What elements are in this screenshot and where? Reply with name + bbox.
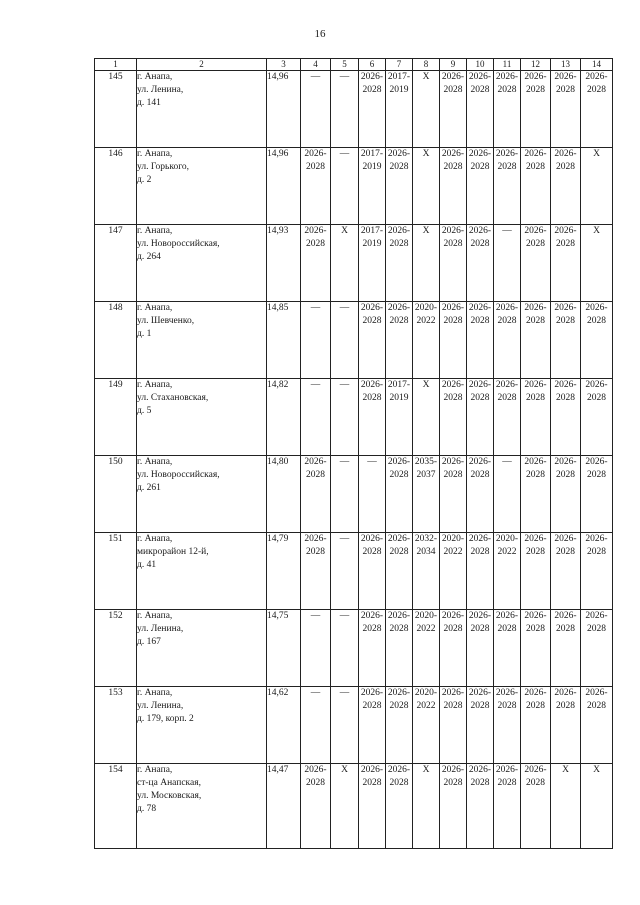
row-number: 145 [95,71,137,148]
period-cell: 2026-2028 [581,533,613,610]
period-cell: 2026-2028 [581,687,613,764]
period-cell: 2026-2028 [494,148,521,225]
period-cell: 2017-2019 [386,71,413,148]
period-cell: 2026-2028 [521,302,551,379]
period-cell: 2026-2028 [494,302,521,379]
address-line: г. Анапа, [137,149,173,159]
period-cell: 2026-2028 [551,456,581,533]
row-number: 149 [95,379,137,456]
address-cell [137,764,267,849]
period-cell: — [331,71,359,148]
period-cell: — [301,687,331,764]
period-cell: X [331,764,359,849]
address-line: ул. Ленина, [137,85,184,95]
address-line: г. Анапа, [137,303,173,313]
address-cell [137,225,267,302]
address-line: д. 141 [137,98,161,108]
address-line: ул. Ленина, [137,624,184,634]
area-cell: 14,85 [267,302,301,379]
area-cell: 14,75 [267,610,301,687]
period-cell: 2026-2028 [494,71,521,148]
table-row [95,379,613,456]
row-number: 146 [95,148,137,225]
address-cell [137,302,267,379]
address-line: ул. Новороссийская, [137,239,220,249]
table-row [95,148,613,225]
period-cell: 2026-2028 [386,687,413,764]
period-cell: 2026-2028 [581,456,613,533]
period-cell: 2026-2028 [467,302,494,379]
period-cell: 2026-2028 [521,610,551,687]
period-cell: 2026-2028 [301,225,331,302]
period-cell: 2026-2028 [494,687,521,764]
period-cell: 2026-2028 [521,379,551,456]
period-cell: 2026-2028 [440,687,467,764]
address-line: д. 2 [137,175,152,185]
column-header: 10 [467,59,494,71]
table-row [95,456,613,533]
column-header: 4 [301,59,331,71]
period-cell: 2026-2028 [301,456,331,533]
address-line: ул. Новороссийская, [137,470,220,480]
period-cell: 2026-2028 [467,379,494,456]
address-line: д. 167 [137,637,161,647]
period-cell: X [413,71,440,148]
period-cell: X [581,764,613,849]
period-cell: 2026-2028 [551,71,581,148]
column-header: 8 [413,59,440,71]
period-cell: 2026-2028 [301,148,331,225]
period-cell: 2026-2028 [494,764,521,849]
period-cell: 2026-2028 [440,148,467,225]
period-cell: 2035-2037 [413,456,440,533]
column-header: 11 [494,59,521,71]
address-line: д. 261 [137,483,161,493]
period-cell: 2017-2019 [359,148,386,225]
period-cell: — [301,71,331,148]
address-line: д. 5 [137,406,152,416]
table-row [95,71,613,148]
period-cell: 2026-2028 [359,379,386,456]
address-line: г. Анапа, [137,688,173,698]
column-header: 3 [267,59,301,71]
period-cell: 2020-2022 [413,687,440,764]
period-cell: 2026-2028 [521,456,551,533]
row-number: 148 [95,302,137,379]
row-number: 147 [95,225,137,302]
period-cell: 2026-2028 [551,687,581,764]
area-cell: 14,82 [267,379,301,456]
period-cell: — [331,687,359,764]
period-cell: 2026-2028 [467,764,494,849]
data-table [94,58,613,849]
address-line: г. Анапа, [137,534,173,544]
period-cell: X [581,148,613,225]
area-cell: 14,80 [267,456,301,533]
period-cell: 2026-2028 [386,225,413,302]
period-cell: 2026-2028 [551,302,581,379]
address-line: д. 1 [137,329,152,339]
area-cell: 14,47 [267,764,301,849]
period-cell: X [331,225,359,302]
period-cell: 2026-2028 [440,225,467,302]
period-cell: 2026-2028 [551,610,581,687]
period-cell: 2026-2028 [359,764,386,849]
period-cell: 2026-2028 [440,71,467,148]
address-line: микрорайон 12-й, [137,547,209,557]
table-row [95,687,613,764]
period-cell: — [494,456,521,533]
address-line: г. Анапа, [137,380,173,390]
address-line: ул. Московская, [137,791,202,801]
address-line: г. Анапа, [137,72,173,82]
period-cell: 2026-2028 [440,610,467,687]
period-cell: 2026-2028 [467,148,494,225]
period-cell: 2020-2022 [494,533,521,610]
column-header: 12 [521,59,551,71]
period-cell: 2017-2019 [359,225,386,302]
address-cell [137,610,267,687]
address-line: г. Анапа, [137,226,173,236]
period-cell: — [331,610,359,687]
period-cell: — [331,533,359,610]
period-cell: 2026-2028 [386,456,413,533]
column-header: 13 [551,59,581,71]
period-cell: — [331,148,359,225]
column-header: 14 [581,59,613,71]
period-cell: 2026-2028 [386,764,413,849]
period-cell: 2017-2019 [386,379,413,456]
address-cell [137,148,267,225]
row-number: 154 [95,764,137,849]
period-cell: 2026-2028 [386,148,413,225]
address-cell [137,379,267,456]
address-cell [137,71,267,148]
period-cell: 2026-2028 [467,456,494,533]
period-cell: 2026-2028 [359,533,386,610]
period-cell: X [413,764,440,849]
table-row [95,225,613,302]
period-cell: 2026-2028 [467,687,494,764]
period-cell: 2026-2028 [359,302,386,379]
address-line: д. 78 [137,804,157,814]
period-cell: 2026-2028 [581,379,613,456]
period-cell: X [413,225,440,302]
period-cell: — [359,456,386,533]
area-cell: 14,96 [267,148,301,225]
address-cell [137,687,267,764]
period-cell: 2026-2028 [521,71,551,148]
period-cell: X [413,148,440,225]
period-cell: X [413,379,440,456]
address-line: г. Анапа, [137,765,173,775]
period-cell: 2026-2028 [467,533,494,610]
period-cell: 2026-2028 [581,71,613,148]
period-cell: 2026-2028 [467,225,494,302]
address-line: д. 179, корп. 2 [137,714,194,724]
period-cell: 2026-2028 [359,71,386,148]
address-cell [137,533,267,610]
row-number: 153 [95,687,137,764]
period-cell: 2026-2028 [521,533,551,610]
period-cell: 2020-2022 [413,610,440,687]
period-cell: 2026-2028 [386,610,413,687]
area-cell: 14,79 [267,533,301,610]
header-row [95,59,613,71]
period-cell: 2026-2028 [359,687,386,764]
period-cell: — [301,302,331,379]
period-cell: — [331,302,359,379]
period-cell: — [331,379,359,456]
period-cell: — [301,610,331,687]
area-cell: 14,96 [267,71,301,148]
table-row [95,533,613,610]
period-cell: 2026-2028 [551,533,581,610]
period-cell: 2026-2028 [551,148,581,225]
column-header: 9 [440,59,467,71]
address-line: г. Анапа, [137,611,173,621]
period-cell: 2026-2028 [386,302,413,379]
column-header: 6 [359,59,386,71]
period-cell: 2026-2028 [440,379,467,456]
row-number: 151 [95,533,137,610]
table-row [95,764,613,849]
address-line: ул. Стахановская, [137,393,209,403]
period-cell: 2026-2028 [494,610,521,687]
period-cell: 2026-2028 [521,687,551,764]
address-cell [137,456,267,533]
period-cell: 2026-2028 [494,379,521,456]
address-line: ул. Ленина, [137,701,184,711]
row-number: 150 [95,456,137,533]
period-cell: 2026-2028 [521,148,551,225]
period-cell: — [301,379,331,456]
address-line: д. 264 [137,252,161,262]
address-line: д. 41 [137,560,157,570]
period-cell: 2026-2028 [467,610,494,687]
period-cell: X [551,764,581,849]
period-cell: X [581,225,613,302]
period-cell: 2026-2028 [440,456,467,533]
period-cell: 2020-2022 [413,302,440,379]
table-row [95,302,613,379]
period-cell: — [494,225,521,302]
column-header: 1 [95,59,137,71]
area-cell: 14,62 [267,687,301,764]
period-cell: 2026-2028 [581,610,613,687]
column-header: 7 [386,59,413,71]
address-line: ст-ца Анапская, [137,778,201,788]
period-cell: 2026-2028 [581,302,613,379]
period-cell: 2026-2028 [440,764,467,849]
period-cell: 2026-2028 [301,533,331,610]
period-cell: 2026-2028 [359,610,386,687]
period-cell: 2020-2022 [440,533,467,610]
address-line: г. Анапа, [137,457,173,467]
period-cell: 2026-2028 [551,225,581,302]
address-line: ул. Шевченко, [137,316,195,326]
page-number: 16 [314,28,326,40]
address-line: ул. Горького, [137,162,189,172]
row-number: 152 [95,610,137,687]
period-cell: 2026-2028 [551,379,581,456]
area-cell: 14,93 [267,225,301,302]
period-cell: 2026-2028 [467,71,494,148]
column-header: 2 [137,59,267,71]
period-cell: 2026-2028 [440,302,467,379]
period-cell: 2026-2028 [301,764,331,849]
period-cell: 2032-2034 [413,533,440,610]
column-header: 5 [331,59,359,71]
period-cell: 2026-2028 [521,225,551,302]
period-cell: — [331,456,359,533]
table-row [95,610,613,687]
period-cell: 2026-2028 [521,764,551,849]
period-cell: 2026-2028 [386,533,413,610]
